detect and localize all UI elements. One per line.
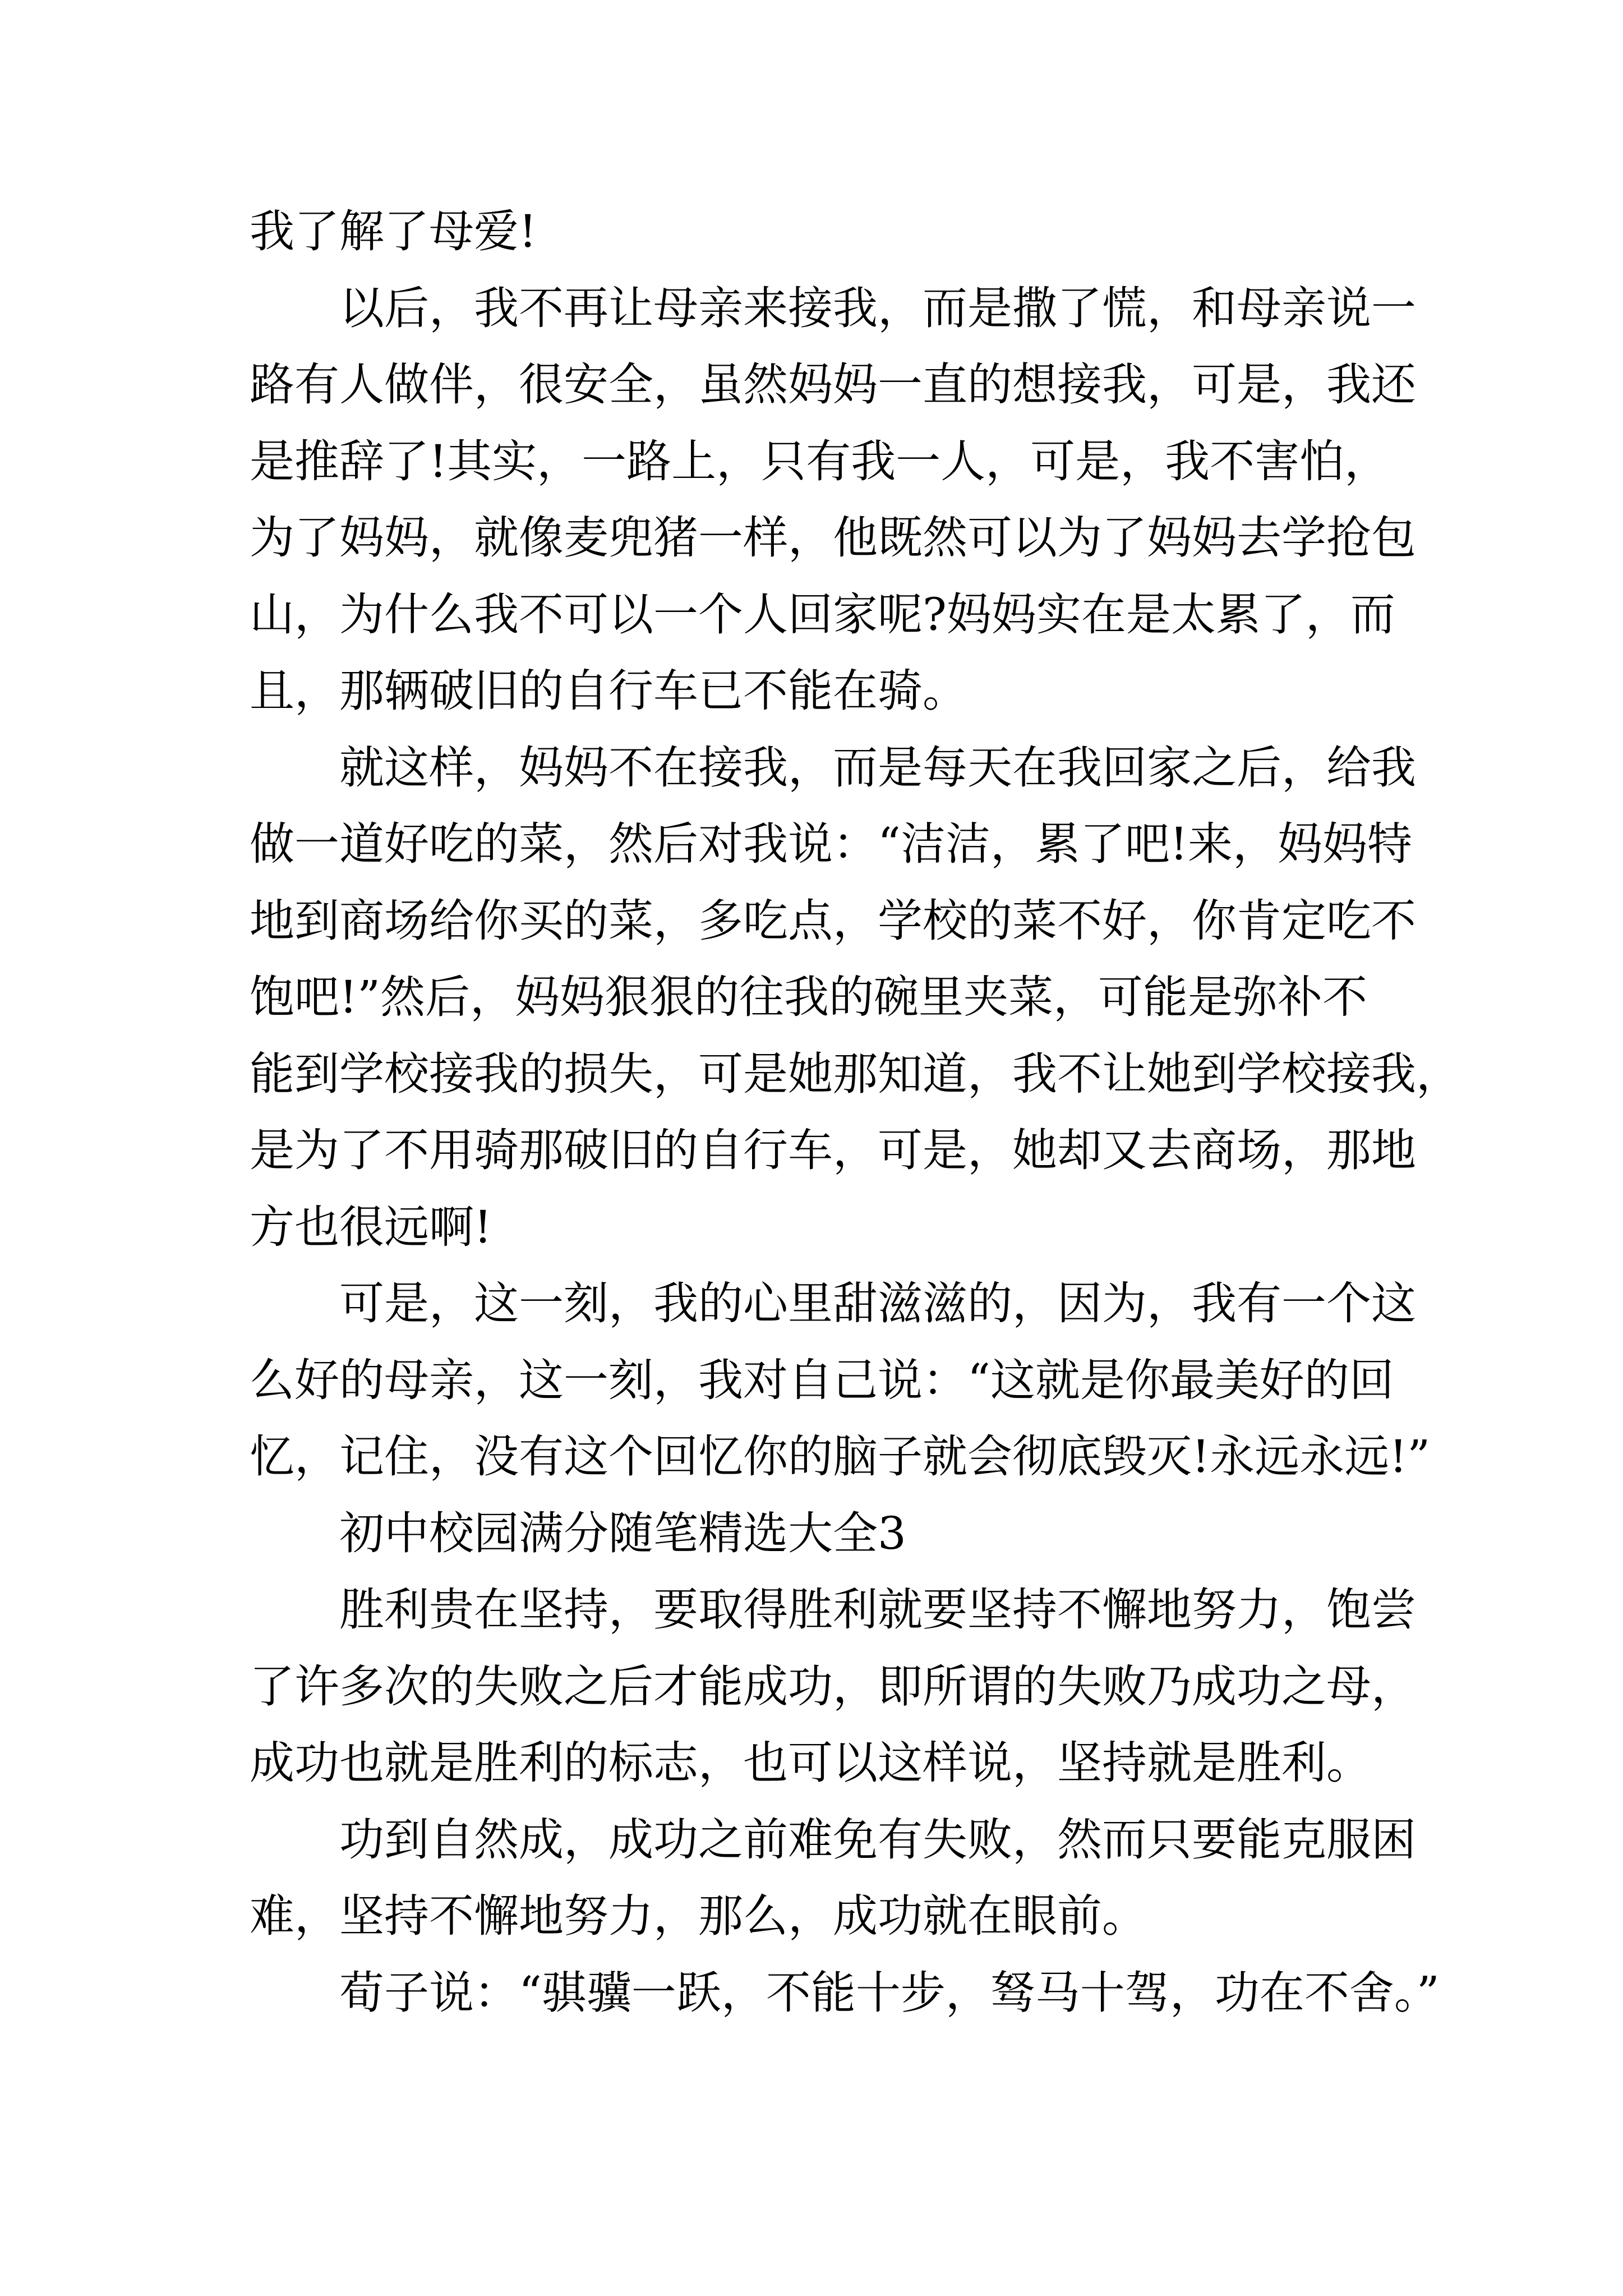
text-line: 地到商场给你买的菜，多吃点，学校的菜不好，你肯定吃不	[250, 894, 1416, 947]
paragraph-start-line: 功到自然成，成功之前难免有失败，然而只要能克服困	[339, 1813, 1416, 1866]
text-line: 么好的母亲，这一刻，我对自己说：“这就是你最美好的回	[250, 1354, 1394, 1406]
text-line: 难，坚持不懈地努力，那么，成功就在眼前。	[250, 1890, 1147, 1942]
text-line: 为了妈妈，就像麦兜猪一样，他既然可以为了妈妈去学抢包	[250, 512, 1416, 564]
text-line: 饱吧!”然后，妈妈狠狠的往我的碗里夹菜，可能是弥补不	[250, 971, 1368, 1023]
text-line: 忆，记住，没有这个回忆你的脑子就会彻底毁灭!永远永远!”	[250, 1430, 1431, 1483]
paragraph-start-line: 以后，我不再让母亲来接我，而是撒了慌，和母亲说一	[339, 282, 1416, 334]
text-line: 是为了不用骑那破旧的自行车，可是，她却又去商场，那地	[250, 1124, 1416, 1176]
paragraph-start-line: 就这样，妈妈不在接我，而是每天在我回家之后，给我	[339, 741, 1416, 794]
text-line: 成功也就是胜利的标志，也可以这样说，坚持就是胜利。	[250, 1737, 1371, 1789]
text-line: 做一道好吃的菜，然后对我说：“洁洁，累了吧!来，妈妈特	[250, 818, 1413, 870]
text-line: 山，为什么我不可以一个人回家呢?妈妈实在是太累了，而	[250, 588, 1395, 641]
text-line: 能到学校接我的损失，可是她那知道，我不让她到学校接我，	[250, 1047, 1461, 1100]
section-heading: 初中校园满分随笔精选大全3	[339, 1507, 906, 1559]
text-line: 且，那辆破旧的自行车已不能在骑。	[250, 665, 967, 717]
text-line: 我了解了母爱!	[250, 205, 537, 257]
text-line: 是推辞了!其实，一路上，只有我一人，可是，我不害怕，	[250, 435, 1390, 487]
text-line: 了许多次的失败之后才能成功，即所谓的失败乃成功之母，	[250, 1660, 1416, 1713]
text-line: 方也很远啊!	[250, 1200, 492, 1253]
paragraph-start-line: 可是，这一刻，我的心里甜滋滋的，因为，我有一个这	[339, 1277, 1416, 1329]
paragraph-start-line: 胜利贵在坚持，要取得胜利就要坚持不懈地努力，饱尝	[339, 1584, 1416, 1636]
text-line: 路有人做伴，很安全，虽然妈妈一直的想接我，可是，我还	[250, 358, 1416, 411]
document-body	[250, 194, 1461, 2031]
paragraph-start-line: 荀子说：“骐骥一跃，不能十步，驽马十驾，功在不舍。”	[339, 1966, 1440, 2019]
